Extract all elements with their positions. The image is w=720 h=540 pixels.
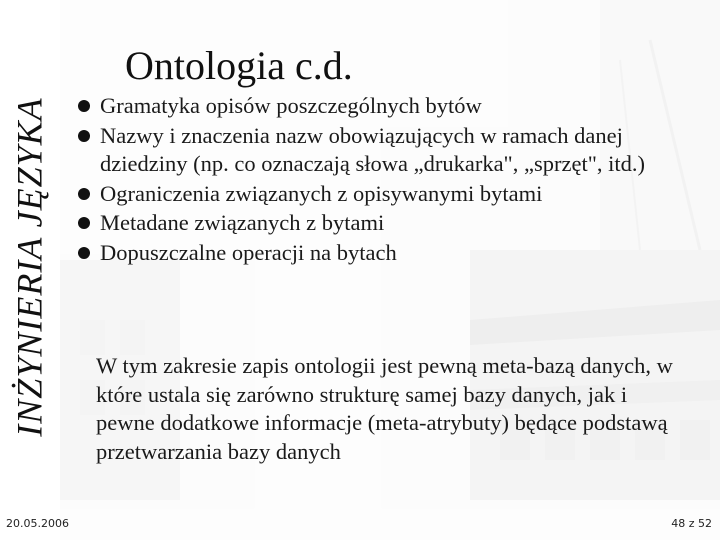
vertical-title-text: INŻYNIERIA JĘZYKA [10,97,50,437]
page-number: 48 z 52 [671,517,712,530]
bullet-dot-icon [78,130,90,142]
bullet-text: Dopuszczalne operacji na bytach [100,239,397,265]
bullet-item [78,92,698,121]
bullet-dot-icon [78,188,90,200]
bullet-dot-icon [78,217,90,229]
bullet-item [78,239,698,268]
bullet-item [78,122,698,179]
slide-title: Ontologia c.d. [125,43,353,88]
bullet-text: Nazwy i znaczenia nazw obowiązujących w ramach danej dziedziny (np. co oznaczają słowa „drukarka", „sprzęt", itd.) [100,122,645,176]
bullet-item [78,209,698,238]
bullet-dot-icon [78,247,90,259]
bullet-dot-icon [78,100,90,112]
bullet-item [78,180,698,209]
bullet-list [78,92,698,268]
bullet-text: Gramatyka opisów poszczególnych bytów [100,93,482,118]
summary-paragraph: W tym zakresie zapis ontologii jest pewną meta-bazą danych, w które ustala się zarówno strukturę samej bazy danych, jak i pewne dodatkowe informacje (meta-atrybuty) będące podstawą przetwarzania bazy danych [96,353,673,464]
bullet-text: Ograniczenia związanych z opisywanymi bytami [100,180,543,206]
footer-date: 20.05.2006 [6,517,69,530]
vertical-course-title [4,32,56,502]
bullet-text: Metadane związanych z bytami [100,210,385,235]
